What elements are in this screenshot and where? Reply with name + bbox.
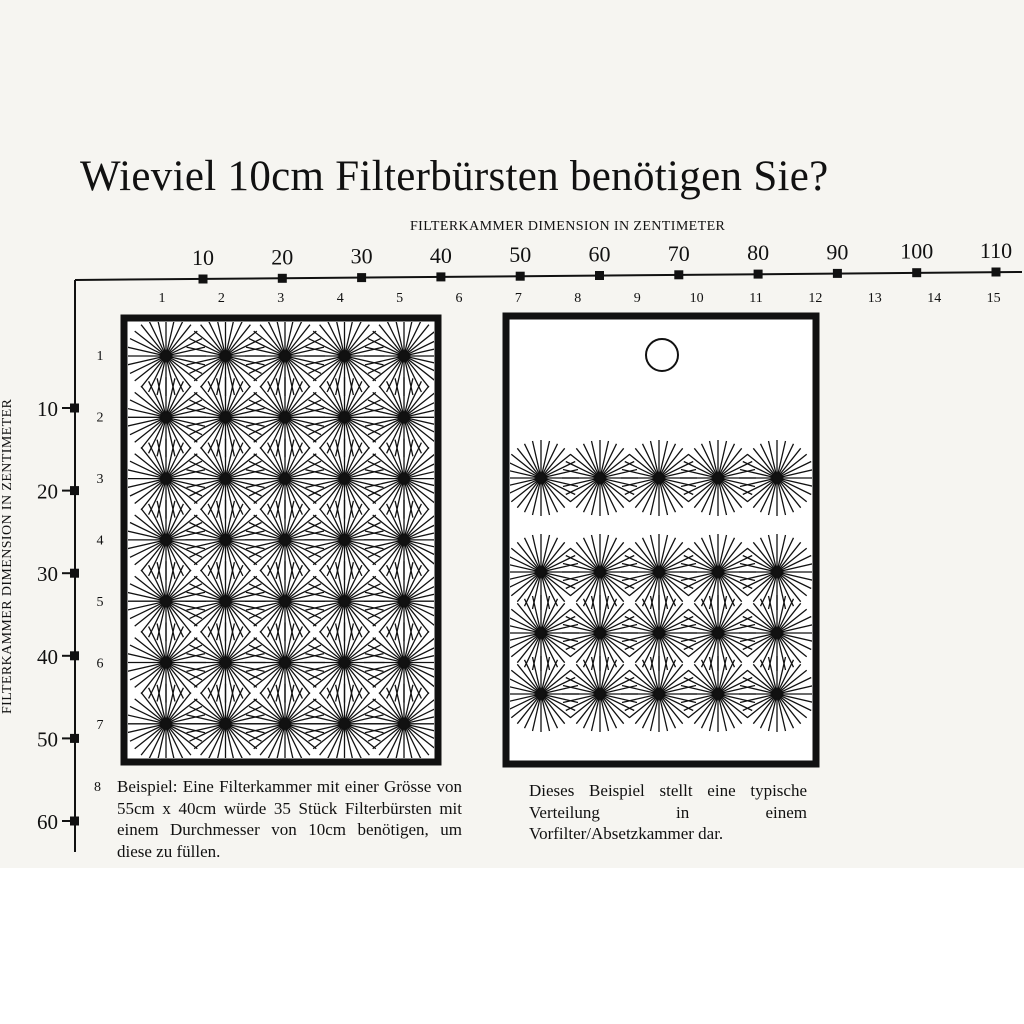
y-cm-tick-mark [70,569,79,578]
x-count-tick-label: 13 [867,291,882,306]
x-count-ticks [159,291,1001,306]
x-cm-tick-mark [754,270,763,279]
x-cm-tick-label: 100 [900,238,934,264]
x-cm-tick-label: 20 [271,244,294,270]
x-count-tick-label: 9 [633,291,641,306]
right-panel-caption: Dieses Beispiel stellt eine typische Verteilung in einem Vorfilter/Absetzkammer dar. [529,781,807,843]
x-count-tick-label: 3 [277,291,285,306]
y-cm-tick-label: 20 [37,479,58,504]
x-cm-tick-mark [199,275,208,284]
x-count-tick-label: 6 [455,291,463,306]
y-count-tick-label: 4 [96,533,104,549]
x-cm-tick-mark [674,270,683,279]
x-cm-tick-label: 110 [979,238,1013,263]
x-cm-tick-mark [357,273,366,282]
x-cm-tick-label: 70 [667,240,690,266]
y-cm-tick-mark [70,817,79,826]
x-count-tick-label: 11 [749,291,763,306]
x-cm-tick-mark [992,268,1001,277]
y-cm-ticks [37,397,79,834]
x-cm-tick-label: 90 [826,239,849,265]
x-cm-tick-mark [595,271,604,280]
x-cm-tick-mark [516,272,525,281]
x-axis-line [75,272,1022,280]
left-panel-caption: Beispiel: Eine Filterkammer mit einer Grösse von 55cm x 40cm würde 35 Stück Filterbürsten mit einem Durchmesser von 10cm benötigen, um diese zu füllen. [117,777,462,861]
x-cm-tick-label: 60 [588,241,611,267]
x-cm-tick-label: 10 [192,245,214,270]
x-cm-tick-label: 80 [747,240,770,266]
y-cm-tick-label: 50 [37,727,58,752]
y-count-tick-label: 5 [96,595,104,610]
y-cm-tick-mark [70,486,79,495]
x-count-tick-label: 12 [808,291,823,306]
x-count-tick-label: 8 [574,291,582,306]
x-count-tick-label: 15 [986,291,1001,306]
y-cm-tick-mark [70,734,79,743]
y-axis-title: FILTERKAMMER DIMENSION IN ZENTIMETER [0,398,15,714]
y-cm-tick-label: 60 [37,810,58,834]
y-count-tick-label: 6 [96,656,104,672]
left-brush-grid [126,316,444,764]
x-cm-tick-label: 50 [509,242,532,268]
y-count-tick-label: 2 [96,410,104,426]
x-cm-tick-label: 30 [350,243,373,269]
page-title: Wieviel 10cm Filterbürsten benötigen Sie? [80,153,829,200]
y-cm-tick-label: 10 [37,397,58,421]
y-cm-tick-label: 40 [37,644,58,669]
y-count-tick-label: 3 [96,472,104,487]
y-count-tick-last: 8 [94,780,101,795]
x-count-tick-label: 1 [158,291,166,306]
x-count-tick-label: 10 [689,291,704,306]
y-count-ticks [97,349,104,733]
y-cm-tick-mark [70,404,79,413]
x-axis-title: FILTERKAMMER DIMENSION IN ZENTIMETER [410,219,726,234]
x-cm-tick-mark [436,272,445,281]
y-cm-tick-label: 30 [37,562,58,587]
y-cm-tick-mark [70,651,79,660]
x-count-tick-label: 5 [396,291,404,306]
x-cm-tick-mark [278,274,287,283]
x-cm-ticks [192,238,1012,284]
x-count-tick-label: 14 [927,291,942,306]
y-count-tick-label: 7 [96,718,104,733]
x-count-tick-label: 2 [217,291,225,306]
x-count-tick-label: 7 [514,291,522,306]
y-count-tick-label: 1 [96,349,104,364]
x-count-tick-label: 4 [336,291,344,306]
x-cm-tick-mark [912,268,921,277]
x-cm-tick-label: 40 [429,242,452,268]
x-cm-tick-mark [833,269,842,278]
